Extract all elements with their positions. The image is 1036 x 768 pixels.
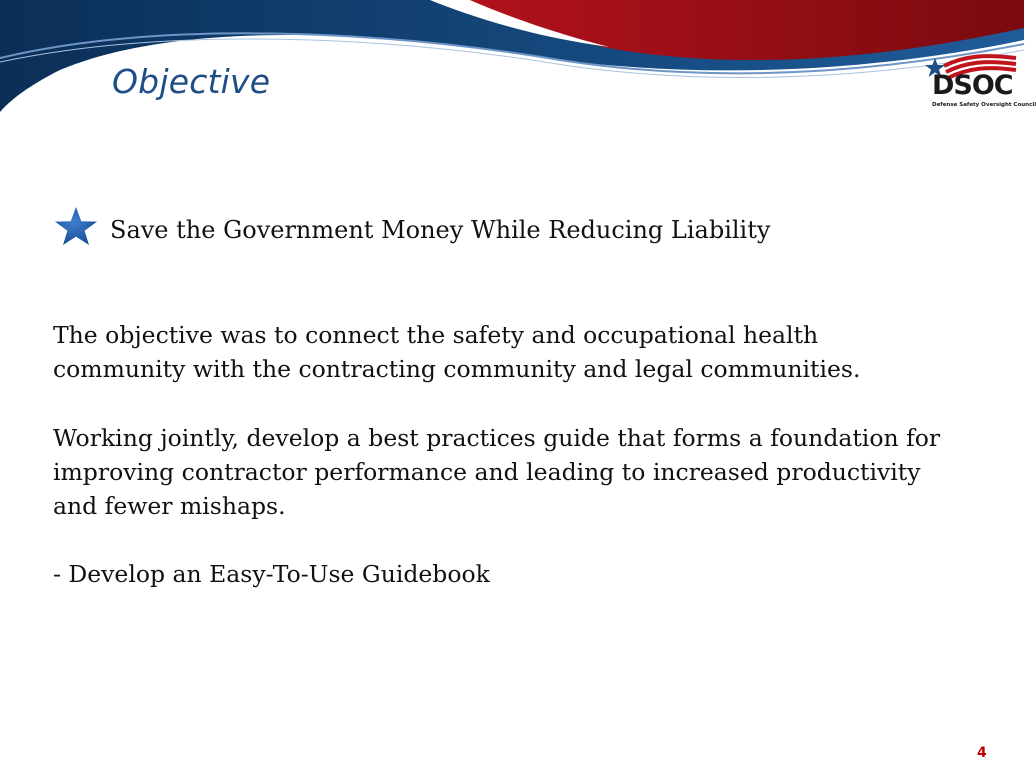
- header-banner: [0, 0, 1036, 120]
- slide-title: Objective: [112, 62, 271, 101]
- logo-abbreviation: DSOC: [932, 70, 1013, 101]
- bullet-heading: Save the Government Money While Reducing Liability: [110, 216, 771, 244]
- dsoc-logo: [924, 54, 1036, 114]
- working-jointly-paragraph: [53, 421, 940, 523]
- page-number: 4: [977, 745, 987, 761]
- paragraph-line: The objective was to connect the safety and occupational health: [53, 321, 819, 349]
- paragraph-line: Working jointly, develop a best practices guide that forms a foundation for: [53, 424, 941, 452]
- paragraph-line: and fewer mishaps.: [53, 492, 286, 520]
- star-icon: [53, 206, 99, 246]
- paragraph-line: improving contractor performance and leading to increased productivity: [53, 458, 921, 486]
- paragraph-line: - Develop an Easy-To-Use Guidebook: [53, 560, 490, 588]
- logo-full-name: Defense Safety Oversight Council: [932, 102, 1036, 108]
- guidebook-item: [53, 557, 490, 591]
- objective-paragraph: [53, 318, 860, 386]
- paragraph-line: community with the contracting community and legal communities.: [53, 355, 861, 383]
